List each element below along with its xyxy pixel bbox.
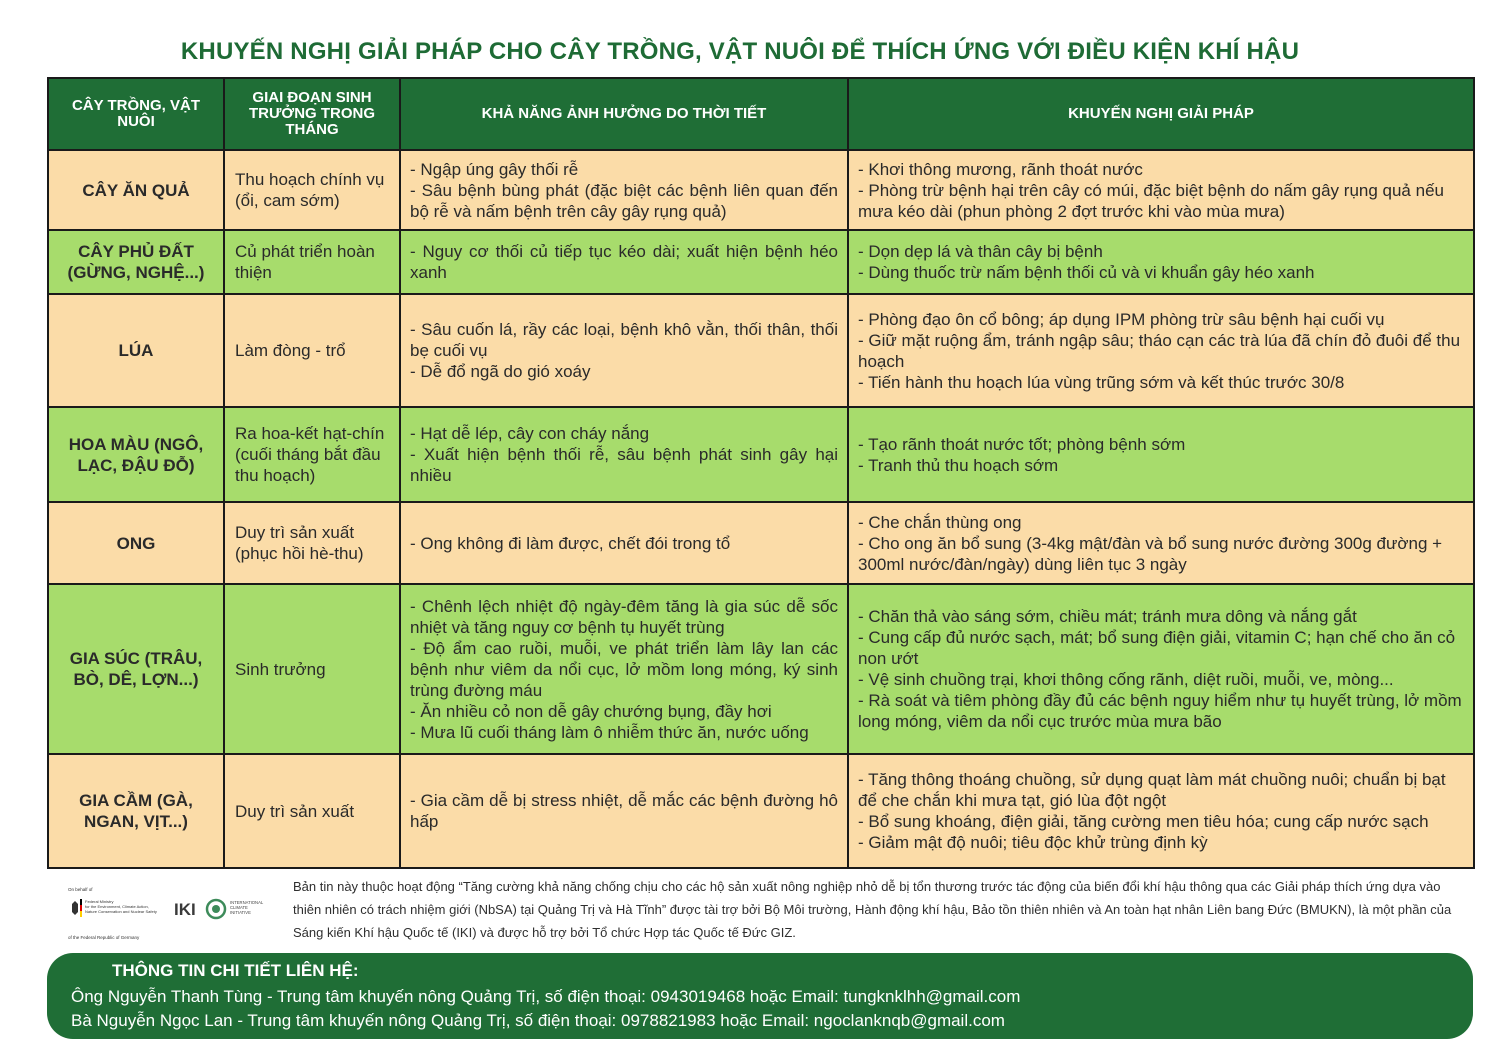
contact-box (47, 953, 1473, 1039)
solution-line: - Tiến hành thu hoạch lúa vùng trũng sớm và kết thúc trước 30/8 (858, 372, 1345, 392)
crop-cell: CÂY PHỦ ĐẤT (GỪNG, NGHỆ...) (48, 230, 224, 294)
solution-cell (848, 407, 1474, 502)
crop-cell: GIA SÚC (TRÂU, BÒ, DÊ, LỢN...) (48, 584, 224, 754)
effect-line: - Xuất hiện bệnh thối rễ, sâu bệnh phát sinh gây hại nhiều (410, 445, 838, 485)
table-row (48, 230, 1474, 294)
effect-cell (400, 294, 848, 407)
effect-line: - Ăn nhiều cỏ non dễ gây chướng bụng, đầy hơi (410, 701, 772, 721)
effect-line: - Hạt dễ lép, cây con cháy nắng (410, 424, 650, 443)
stage-cell: Làm đòng - trổ (224, 294, 400, 407)
page-title: KHUYẾN NGHỊ GIẢI PHÁP CHO CÂY TRỒNG, VẬT NUÔI ĐỂ THÍCH ỨNG VỚI ĐIỀU KIỆN KHÍ HẬU (180, 38, 1300, 65)
header-solution: KHUYẾN NGHỊ GIẢI PHÁP (848, 78, 1474, 150)
solution-cell (848, 754, 1474, 868)
stage-cell: Củ phát triển hoàn thiện (224, 230, 400, 294)
table-header-row (48, 78, 1474, 150)
crop-cell: CÂY ĂN QUẢ (48, 150, 224, 230)
solution-line: - Dọn dẹp lá và thân cây bị bệnh (858, 242, 1103, 261)
crop-cell: ONG (48, 502, 224, 584)
sponsor-logos (62, 882, 282, 944)
table-row (48, 294, 1474, 407)
solution-line: - Giữ mặt ruộng ẩm, tránh ngập sâu; tháo cạn các trà lúa đã chín đỏ đuôi để thu hoạch (858, 330, 1461, 371)
logo-bmu-line-2: for the Environment, Climate Action, (85, 904, 149, 909)
solution-line: - Tranh thủ thu hoạch sớm (858, 455, 1059, 475)
effect-line: - Chênh lệch nhiệt độ ngày-đêm tăng là gia súc dễ sốc nhiệt và tăng nguy cơ bệnh tụ huyết trùng (410, 596, 838, 637)
recommendation-table (47, 77, 1475, 869)
solution-cell (848, 294, 1474, 407)
solution-line: - Tăng thông thoáng chuồng, sử dụng quạt làm mát chuồng nuôi; chuẩn bị bạt để che chắn khi mưa tạt, gió lùa đột ngột (858, 770, 1446, 810)
solution-line: - Cung cấp đủ nước sạch, mát; bổ sung điện giải, vitamin C; hạn chế cho ăn cỏ non ướt (858, 628, 1456, 668)
effect-line: - Mưa lũ cuối tháng làm ô nhiễm thức ăn, nước uống (410, 722, 809, 742)
stage-cell: Duy trì sản xuất (224, 754, 400, 868)
table-row (48, 150, 1474, 230)
logo-bmu-top-text: On behalf of (68, 887, 93, 892)
effect-cell (400, 584, 848, 754)
bmu-logo-icon (62, 882, 282, 944)
flag-gold-stripe (80, 911, 82, 917)
solution-line: - Khơi thông mương, rãnh thoát nước (858, 159, 1143, 179)
solution-cell (848, 150, 1474, 230)
solution-cell (848, 584, 1474, 754)
effect-line: - Ong không đi làm được, chết đói trong tổ (410, 533, 731, 553)
iki-line-2: CLIMATE (230, 905, 248, 910)
solution-line: - Phòng đạo ôn cổ bông; áp dụng IPM phòng trừ sâu bệnh hại cuối vụ (858, 309, 1385, 329)
contact-person-2: Bà Nguyễn Ngọc Lan - Trung tâm khuyến nông Quảng Trị, số điện thoại: 0978821983 hoặc Email: ngoclanknqb@gmail.com (71, 1011, 1005, 1030)
german-eagle-icon (72, 901, 78, 915)
solution-line: - Cho ong ăn bổ sung (3-4kg mật/đàn và bổ sung nước đường 300g đường + 300ml nước/đàn/ngày) dùng liên tục 3 ngày (858, 533, 1443, 574)
effect-line: - Ngập úng gây thối rễ (410, 159, 579, 179)
effect-line: - Nguy cơ thối củ tiếp tục kéo dài; xuất hiện bệnh héo xanh (410, 242, 838, 282)
flag-black-stripe (80, 899, 82, 905)
solution-line: - Dùng thuốc trừ nấm bệnh thối củ và vi khuẩn gây héo xanh (858, 263, 1315, 282)
table-row (48, 754, 1474, 868)
contact-person-1: Ông Nguyễn Thanh Tùng - Trung tâm khuyến nông Quảng Trị, số điện thoại: 0943019468 hoặc Email: tungknklhh@gmail.com (71, 987, 1021, 1006)
crop-cell: HOA MÀU (NGÔ, LẠC, ĐẬU ĐỖ) (48, 407, 224, 502)
header-stage: GIAI ĐOẠN SINH TRƯỞNG TRONG THÁNG (224, 78, 400, 150)
header-effect: KHẢ NĂNG ẢNH HƯỞNG DO THỜI TIẾT (400, 78, 848, 150)
effect-line: - Dễ đổ ngã do gió xoáy (410, 362, 591, 381)
logo-bmu-line-3: Nature Conservation and Nuclear Safety (85, 909, 157, 914)
table-row (48, 584, 1474, 754)
solution-line: - Chăn thả vào sáng sớm, chiều mát; tránh mưa dông và nắng gắt (858, 607, 1357, 626)
solution-line: - Phòng trừ bệnh hại trên cây có múi, đặc biệt bệnh do nấm gây rụng quả nếu mưa kéo dài (phun phòng 2 đợt trước khi vào mùa mưa) (858, 180, 1444, 221)
solution-line: - Bổ sung khoáng, điện giải, tăng cường men tiêu hóa; cung cấp nước sạch (858, 812, 1429, 831)
effect-cell (400, 502, 848, 584)
effect-cell (400, 230, 848, 294)
table-row (48, 502, 1474, 584)
solution-line: - Tạo rãnh thoát nước tốt; phòng bệnh sớm (858, 434, 1186, 454)
stage-cell: Ra hoa-kết hạt-chín (cuối tháng bắt đầu thu hoạch) (224, 407, 400, 502)
stage-cell: Sinh trưởng (224, 584, 400, 754)
effect-cell (400, 407, 848, 502)
solution-cell (848, 502, 1474, 584)
iki-line-3: INITIATIVE (230, 910, 251, 915)
solution-cell (848, 230, 1474, 294)
iki-globe-icon (207, 900, 225, 918)
crop-cell: LÚA (48, 294, 224, 407)
header-crop: CÂY TRỒNG, VẬT NUÔI (48, 78, 224, 150)
effect-line: - Sâu cuốn lá, rầy các loại, bệnh khô vằn, thối thân, thối bẹ cuối vụ (410, 320, 838, 360)
contact-heading: THÔNG TIN CHI TIẾT LIÊN HỆ: (112, 961, 359, 980)
solution-line: - Giảm mật độ nuôi; tiêu độc khử trùng định kỳ (858, 833, 1208, 852)
solution-line: - Che chắn thùng ong (858, 512, 1022, 532)
footer-note: Bản tin này thuộc hoạt động “Tăng cường khả năng chống chịu cho các hộ sản xuất nông nghiệp nhỏ dễ bị tổn thương trước tác động của biến đổi khí hậu thông qua các Giải pháp thích ứng dựa vào thiên nhiên có trách nhiệm giới (NbSA) tại Quảng Trị và Hà Tĩnh” được tài trợ bởi Bộ Môi trường, Hành động khí hậu, Bảo tồn thiên nhiên và An toàn hạt nhân Liên bang Đức (BMUKN), là một phần của Sáng kiến Khí hậu Quốc tế (IKI) và được hỗ trợ bởi Tổ chức Hợp tác Quốc tế Đức GIZ. (293, 879, 1452, 940)
logo-bmu-line-1: Federal Ministry (85, 899, 114, 904)
effect-line: - Độ ẩm cao ruồi, muỗi, ve phát triển làm lây lan các bệnh như viêm da nổi cục, lở mồm long móng, ký sinh trùng đường máu (410, 638, 838, 700)
effect-cell (400, 150, 848, 230)
iki-line-1: INTERNATIONAL (230, 900, 264, 905)
effect-cell (400, 754, 848, 868)
table-row (48, 407, 1474, 502)
effect-line: - Gia cầm dễ bị stress nhiệt, dễ mắc các bệnh đường hô hấp (410, 791, 838, 831)
flag-red-stripe (80, 905, 82, 911)
solution-line: - Vệ sinh chuồng trại, khơi thông cống rãnh, diệt ruồi, muỗi, ve, mòng... (858, 670, 1394, 689)
effect-line: - Sâu bệnh bùng phát (đặc biệt các bệnh liên quan đến bộ rễ và nấm bệnh trên cây gây rụng quả) (410, 180, 838, 221)
stage-cell: Thu hoạch chính vụ (ổi, cam sớm) (224, 150, 400, 230)
solution-line: - Rà soát và tiêm phòng đầy đủ các bệnh nguy hiểm như tụ huyết trùng, lở mồm long móng, viêm da nổi cục trước mùa mưa bão (858, 691, 1462, 731)
iki-logo-text: IKI (174, 900, 196, 919)
logo-bmu-bottom-text: of the Federal Republic of Germany (68, 935, 140, 940)
stage-cell: Duy trì sản xuất (phục hồi hè-thu) (224, 502, 400, 584)
crop-cell: GIA CẦM (GÀ, NGAN, VỊT...) (48, 754, 224, 868)
